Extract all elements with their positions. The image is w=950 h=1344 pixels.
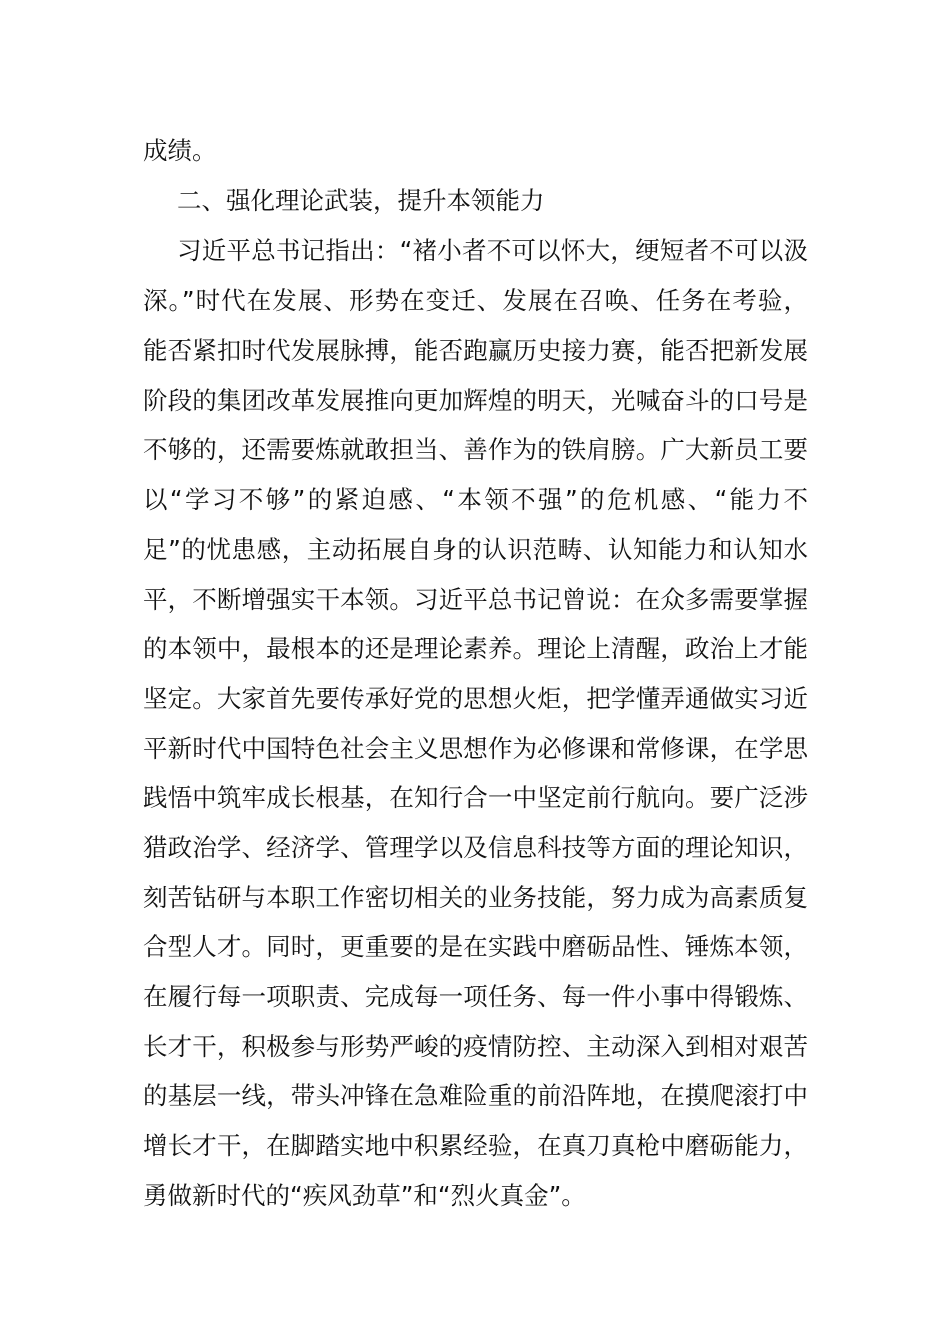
text-line-15: 猎政治学、经济学、管理学以及信息科技等方面的理论知识， [143, 833, 808, 862]
section-heading: 二、强化理论武装，提升本领能力 [177, 186, 545, 215]
text-line-6: 阶段的集团改革发展推向更加辉煌的明天，光喊奋斗的口号是 [143, 386, 808, 415]
text-line-9: 足”的忧患感，主动拓展自身的认识范畴、认知能力和认知水 [143, 535, 808, 564]
text-line-7: 不够的，还需要炼就敢担当、善作为的铁肩膀。广大新员工要 [143, 435, 808, 464]
text-line-10: 平，不断增强实干本领。习近平总书记曾说：在众多需要掌握 [143, 585, 808, 614]
text-line-22: 勇做新时代的“疾风劲草”和“烈火真金”。 [143, 1181, 586, 1210]
text-line-12: 坚定。大家首先要传承好党的思想火炬，把学懂弄通做实习近 [143, 684, 808, 713]
text-line-5: 能否紧扣时代发展脉搏，能否跑赢历史接力赛，能否把新发展 [143, 336, 808, 365]
text-line-11: 的本领中，最根本的还是理论素养。理论上清醒，政治上才能 [143, 634, 808, 663]
text-line-8: 以“学习不够”的紧迫感、“本领不强”的危机感、“能力不 [143, 485, 808, 514]
text-line-13: 平新时代中国特色社会主义思想作为必修课和常修课，在学思 [143, 734, 808, 763]
text-line-18: 在履行每一项职责、完成每一项任务、每一件小事中得锻炼、 [143, 982, 808, 1011]
text-line-14: 践悟中筑牢成长根基，在知行合一中坚定前行航向。要广泛涉 [143, 783, 808, 812]
text-line-17: 合型人才。同时，更重要的是在实践中磨砺品性、锤炼本领， [143, 932, 808, 961]
text-line-4: 深。”时代在发展、形势在变迁、发展在召唤、任务在考验， [143, 286, 808, 315]
text-line-3: 习近平总书记指出：“褚小者不可以怀大，绠短者不可以汲 [177, 236, 808, 265]
text-line-19: 长才干，积极参与形势严峻的疫情防控、主动深入到相对艰苦 [143, 1032, 808, 1061]
text-line-1: 成绩。 [143, 136, 217, 165]
text-line-20: 的基层一线，带头冲锋在急难险重的前沿阵地，在摸爬滚打中 [143, 1081, 808, 1110]
text-line-16: 刻苦钻研与本职工作密切相关的业务技能，努力成为高素质复 [143, 883, 808, 912]
text-line-21: 增长才干，在脚踏实地中积累经验，在真刀真枪中磨砺能力， [143, 1131, 808, 1160]
